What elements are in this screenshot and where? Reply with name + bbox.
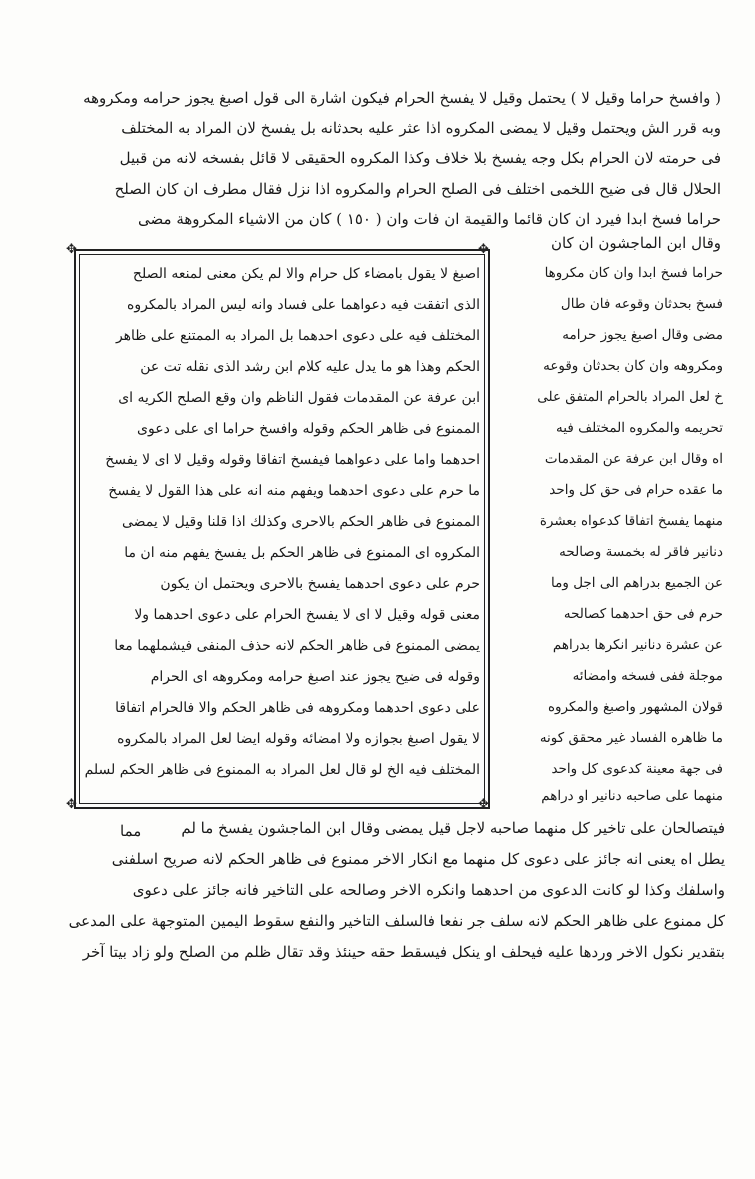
text-line: خ لعل المراد بالحرام المتفق على [537, 389, 723, 405]
text-line: حراما فسخ ابدا وان كان مكروها [544, 265, 723, 281]
text-line: منهما على صاحبه دنانير او دراهم [541, 788, 723, 804]
text-line: الممنوع فى ظاهر الحكم بالاحرى وكذلك اذا قلنا وقيل لا يمضى [122, 514, 480, 530]
text-line: على دعوى احدهما ومكروهه فى ظاهر الحكم والا فالحرام اتفاقا [115, 700, 480, 716]
text-line: ما عقده حرام فى حق كل واحد [549, 482, 723, 498]
frame-ornament-icon: ✥ [478, 797, 489, 812]
text-line: ومكروهه وان كان بحدثان وقوعه [543, 358, 723, 374]
text-line: الممنوع فى ظاهر الحكم وقوله وافسخ حراما اى على دعوى [137, 421, 480, 437]
text-line: وقال ابن الماجشون ان كان [550, 234, 721, 252]
text-line: حرم فى حق احدهما كصالحه [563, 606, 723, 622]
text-line: احدهما واما على دعواهما فيفسخ اتفاقا وقوله وقيل لا اى لا يفسخ [105, 452, 480, 468]
text-line: الذى اتفقت فيه دعواهما على فساد وانه ليس المراد بالمكروه [127, 297, 480, 313]
text-line: يمضى الممنوع فى ظاهر الحكم لانه حذف المنفى فيشملهما معا [114, 638, 480, 654]
text-line: عن الجميع بدراهم الى اجل وما [551, 575, 723, 591]
text-line: وبه قرر الش ويحتمل وقيل لا يمضى المكروه اذا عثر عليه بحدثانه بل يفسخ لان المراد به المختلف [121, 119, 721, 137]
text-line: المكروه اى الممنوع فى ظاهر الحكم بل يفسخ يفهم منه ان ما [124, 545, 480, 561]
text-line: واسلفك وكذا لو كانت الدعوى من احدهما وانكره الاخر وصالحه على التاخير فانه جائز على دعوى [132, 881, 725, 899]
text-line: مضى وقال اصبغ يجوز حرامه [562, 327, 723, 343]
text-line: المختلف فيه على دعوى احدهما بل المراد به الممتنع على ظاهر [115, 328, 480, 344]
text-line: معنى قوله وقيل لا اى لا يفسخ الحرام على دعوى احدهما ولا [134, 607, 480, 623]
text-line: فيتصالحان على تاخير كل منهما صاحبه لاجل قيل يمضى وقال ابن الماجشون يفسخ ما لم [181, 819, 725, 837]
text-line: فى جهة معينة كدعوى كل واحد [551, 761, 723, 777]
frame-ornament-icon: ✥ [66, 242, 77, 257]
catchword: مما [120, 822, 142, 840]
text-line: فى حرمته لان الحرام بكل وجه يفسخ بلا خلاف وكذا المكروه الحقيقى لا قائل بفسخه لانه من قبيل [119, 149, 721, 167]
text-line: ما ظاهره الفساد غير محقق كونه [539, 730, 723, 746]
text-line: قولان المشهور واصبغ والمكروه [547, 699, 723, 715]
text-line: تحريمه والمكروه المختلف فيه [556, 420, 723, 436]
text-line: كل ممنوع على ظاهر الحكم لانه سلف جر نفعا فالسلف التاخير والنفع سقوط اليمين المتوجهة على المدعى [68, 912, 725, 930]
text-line: الحلال قال فى ضيح اللخمى اختلف فى الصلح الحرام والمكروه اذا نزل فقال مطرف ان كان الصلح [114, 180, 721, 198]
text-line: ما حرم على دعوى احدهما ويفهم منه انه على هذا القول لا يفسخ [108, 483, 480, 499]
text-line: ابن عرفة عن المقدمات فقول الناظم وان وقع الصلح الكريه اى [118, 390, 480, 406]
text-line: دنانير فاقر له بخمسة وصالحه [559, 544, 723, 560]
frame-ornament-icon: ✥ [478, 242, 489, 257]
text-line: ( وافسخ حراما وقيل لا ) يحتمل وقيل لا يفسخ الحرام فيكون اشارة الى قول اصبغ يجوز حرامه ومكروهه [83, 89, 721, 107]
text-line: حراما فسخ ابدا فيرد ان كان قائما والقيمة ان فات وان ( ١٥٠ ) كان من الاشياء المكروهة مضى [138, 210, 721, 228]
text-line: يطل اه يعنى انه جائز على دعوى كل منهما مع انكار الاخر ممنوع فى ظاهر الحكم لانه صريح اسلفنى [111, 850, 725, 868]
text-line: الحكم وهذا هو ما يدل عليه كلام ابن رشد الذى نقله تت عن [140, 359, 480, 375]
text-line: منهما يفسخ اتفاقا كدعواه بعشرة [539, 513, 723, 529]
text-line: وقوله فى ضيح يجوز عند اصبغ حرامه ومكروهه اى الحرام [150, 669, 480, 685]
text-line: موجلة ففى فسخه وامضائه [572, 668, 723, 684]
text-line: المختلف فيه الخ لو قال لعل المراد به الممنوع فى ظاهر الحكم لسلم [84, 762, 480, 778]
text-line: لا يقول اصبغ بجوازه ولا امضائه وقوله ايضا لعل المراد بالمكروه [117, 731, 480, 747]
text-line: بتقدير نكول الاخر وردها عليه فيحلف او ينكل فيسقط حقه حينئذ وقد تقال ظلم من الصلح ولو زاد بيتا آخر [82, 943, 725, 961]
text-line: اه وقال ابن عرفة عن المقدمات [544, 451, 723, 467]
text-line: حرم على دعوى احدهما يفسخ بالاحرى ويحتمل ان يكون [160, 576, 480, 592]
frame-ornament-icon: ✥ [66, 797, 77, 812]
text-line: فسخ بحدثان وقوعه فان طال [560, 296, 723, 312]
text-line: عن عشرة دنانير انكرها بدراهم [552, 637, 723, 653]
text-line: اصبغ لا يقول بامضاء كل حرام والا لم يكن معنى لمنعه الصلح [132, 266, 480, 282]
